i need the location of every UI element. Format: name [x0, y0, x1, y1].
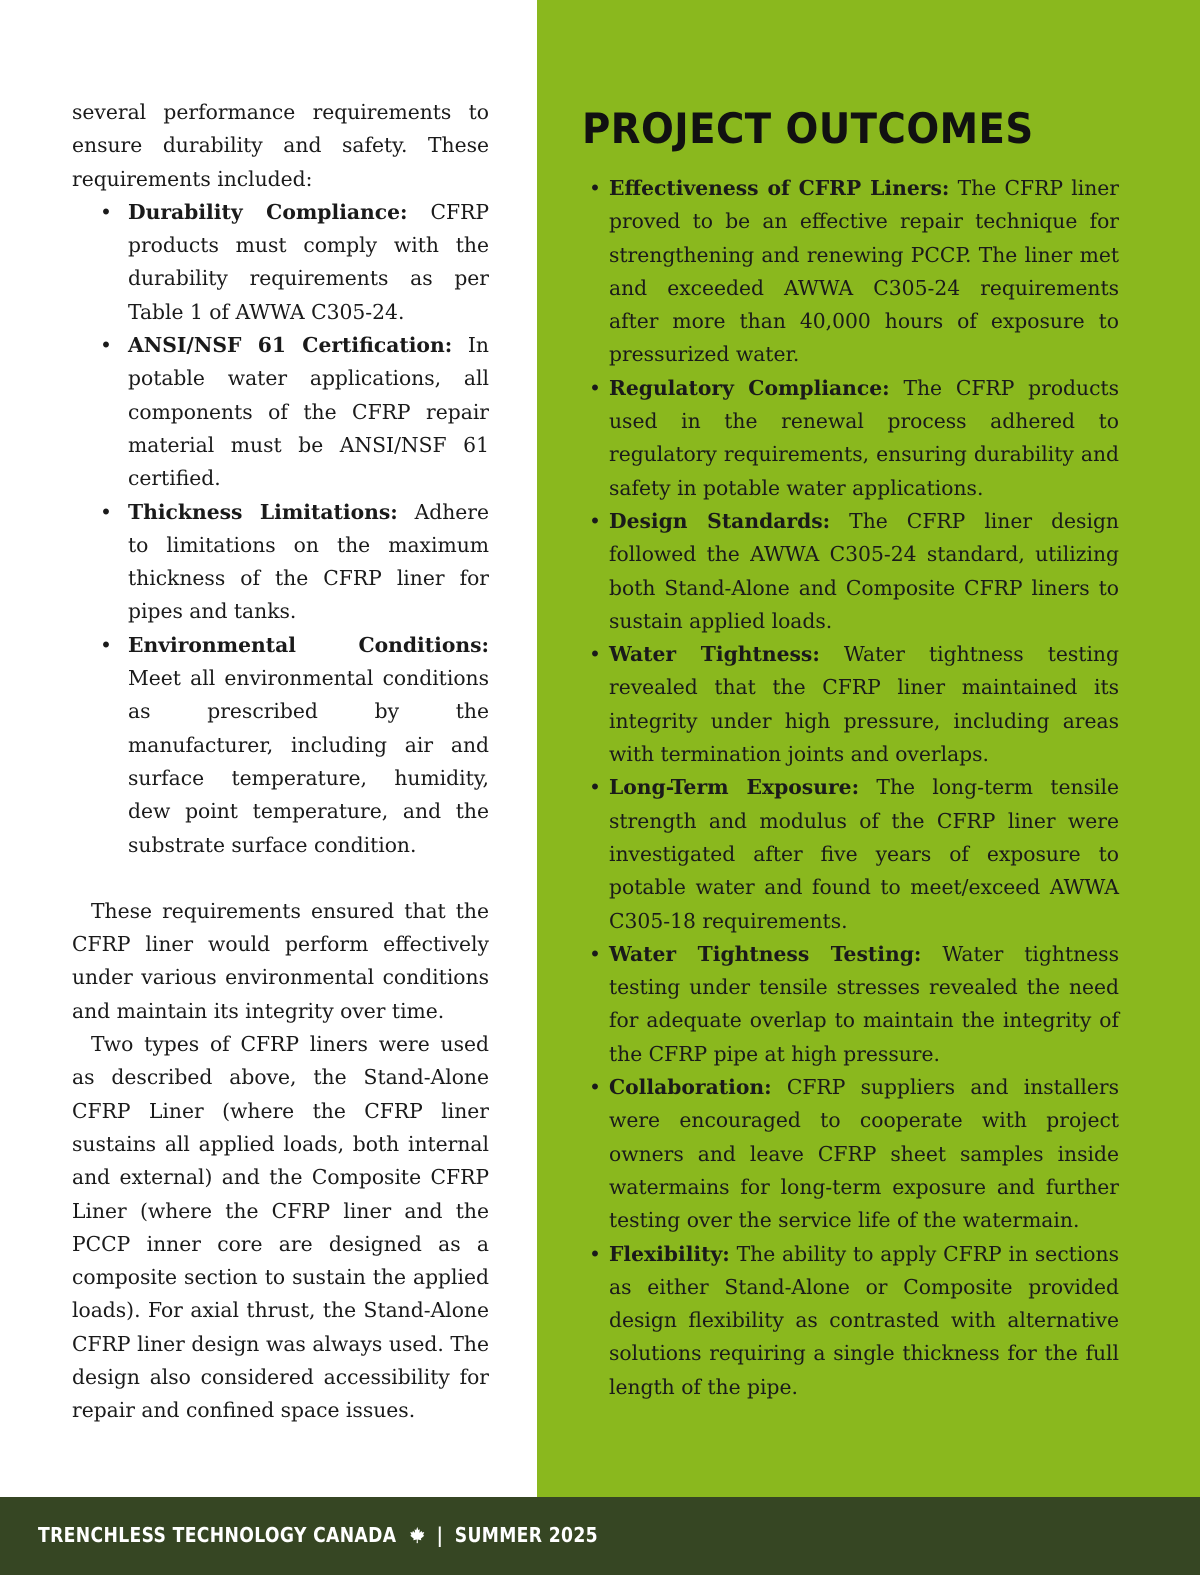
item-term: Durability Compliance: [128, 199, 408, 224]
body-paragraph-1: These requirements ensured that the CFRP liner would perform effectively under various environmental conditions and maintain its integrity over time. [72, 898, 489, 1023]
item-text: The CFRP liner design followed the AWWA C305-24 standard, utilizing both Stand-Alone and Composite CFRP liners to sustain applied loads. [609, 508, 1119, 633]
body-paragraph-2: Two types of CFRP liners were used as described above, the Stand-Alone CFRP Liner (where the CFRP liner sustains all applied loads, both internal and external) and the Composite CFRP Liner (where the CFRP liner and the PCCP inner core are designed as a composite section to sustain the applied loads). For axial thrust, the Stand-Alone CFRP liner design was always used. The design also considered accessibility for repair and confined space issues. [72, 1032, 489, 1423]
item-term: Environmental Conditions: [128, 632, 489, 657]
publication-name: TRENCHLESS TECHNOLOGY CANADA [38, 1523, 397, 1547]
list-item [609, 172, 1119, 372]
issue-date: SUMMER 2025 [454, 1523, 598, 1547]
item-term: Regulatory Compliance: [609, 375, 890, 400]
list-item [128, 496, 489, 629]
item-term: Water Tightness Testing: [609, 941, 922, 966]
item-term: Collaboration: [609, 1075, 772, 1100]
left-column [72, 96, 489, 1428]
item-term: Long-Term Exposure: [609, 775, 860, 800]
item-term: Water Tightness: [609, 642, 820, 667]
section-title: PROJECT OUTCOMES [582, 104, 1034, 153]
outcomes-list [609, 172, 1119, 1404]
list-item [609, 1071, 1119, 1237]
item-term: ANSI/NSF 61 Certification: [128, 333, 453, 358]
item-text: Water tightness testing revealed that the CFRP liner maintained its integrity under high pressure, including areas with termination joints and overlaps. [609, 642, 1119, 767]
item-text: CFRP products must comply with the durability requirements as per Table 1 of AWWA C305-24. [128, 199, 489, 324]
item-term: Effectiveness of CFRP Liners: [609, 176, 950, 200]
item-text: The CFRP liner proved to be an effective repair technique for strengthening and renewing PCCP. The liner met and exceeded AWWA C305-24 requirements after more than 40,000 hours of exposure to pressurized water. [609, 176, 1119, 367]
item-text: The CFRP products used in the renewal process adhered to regulatory requirements, ensuring durability and safety in potable water applications. [609, 375, 1119, 500]
item-text: In potable water applications, all components of the CFRP repair material must be ANSI/NSF 61 certified. [128, 333, 489, 491]
list-item [609, 638, 1119, 771]
requirements-list [72, 196, 489, 862]
list-item [128, 196, 489, 329]
paragraph-gap [72, 862, 489, 895]
maple-leaf-icon [410, 1525, 425, 1549]
item-term: Design Standards: [609, 508, 831, 533]
item-text: Water tightness testing under tensile stresses revealed the need for adequate overlap to maintain the integrity of the CFRP pipe at high pressure. [609, 941, 1119, 1066]
item-text: The ability to apply CFRP in sections as either Stand-Alone or Composite provided design flexibility as contrasted with alternative solutions requiring a single thickness for the full length of the pipe. [609, 1241, 1119, 1399]
item-text: Adhere to limitations on the maximum thickness of the CFRP liner for pipes and tanks. [128, 499, 489, 624]
list-item [128, 629, 489, 862]
list-item [609, 505, 1119, 638]
outcomes-panel [537, 0, 1200, 1497]
list-item [609, 938, 1119, 1071]
item-text: The long-term tensile strength and modulus of the CFRP liner were investigated after five years of exposure to potable water and found to meet/exceed AWWA C305-18 requirements. [609, 775, 1119, 933]
footer-separator: | [436, 1523, 444, 1547]
item-term: Flexibility: [609, 1241, 730, 1266]
list-item [609, 771, 1119, 937]
list-item [609, 1238, 1119, 1404]
intro-paragraph: several performance requirements to ensure durability and safety. These requirements included: [72, 100, 489, 191]
list-item [128, 329, 489, 495]
item-text: CFRP suppliers and installers were encouraged to cooperate with project owners and leave CFRP sheet samples inside watermains for long-term exposure and further testing over the service life of the watermain. [609, 1075, 1119, 1233]
page-footer [0, 1497, 1200, 1575]
item-text: Meet all environmental conditions as prescribed by the manufacturer, including air and surface temperature, humidity, dew point temperature, and the substrate surface condition. [128, 666, 489, 857]
list-item [609, 372, 1119, 505]
item-term: Thickness Limitations: [128, 499, 398, 524]
footer-text [38, 1523, 598, 1549]
